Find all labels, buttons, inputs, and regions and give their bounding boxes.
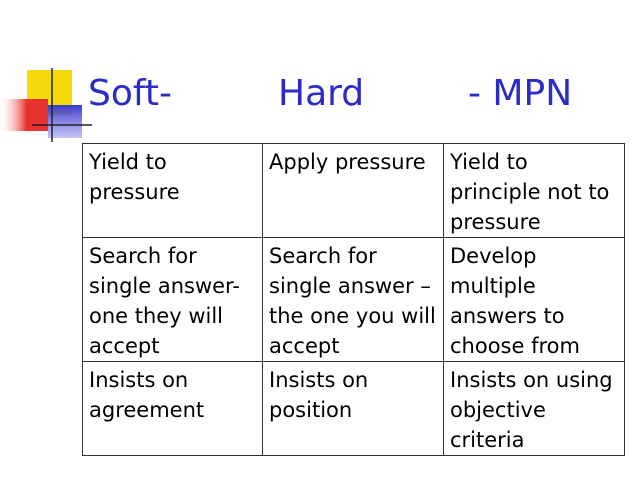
title-mpn: - MPN bbox=[468, 73, 573, 114]
table-row bbox=[83, 144, 625, 238]
deco-blue-square bbox=[48, 105, 82, 138]
table-cell: Develop multiple answers to choose from bbox=[444, 238, 625, 362]
deco-red-bar bbox=[0, 99, 48, 131]
table-cell: Apply pressure bbox=[263, 144, 444, 238]
table-cell: Search for single answer – the one you will accept bbox=[263, 238, 444, 362]
slide-title bbox=[88, 66, 628, 122]
title-hard: Hard bbox=[278, 73, 365, 114]
table-cell: Yield to principle not to pressure bbox=[444, 144, 625, 238]
title-soft: Soft- bbox=[88, 73, 173, 114]
table-cell: Insists on position bbox=[263, 362, 444, 456]
comparison-table bbox=[82, 143, 625, 456]
table-cell: Insists on using objective criteria bbox=[444, 362, 625, 456]
table-row bbox=[83, 238, 625, 362]
slide-decoration bbox=[0, 0, 100, 150]
table-row bbox=[83, 362, 625, 456]
table-cell: Yield to pressure bbox=[83, 144, 263, 238]
table-cell: Insists on agreement bbox=[83, 362, 263, 456]
table-cell: Search for single answer-one they will accept bbox=[83, 238, 263, 362]
